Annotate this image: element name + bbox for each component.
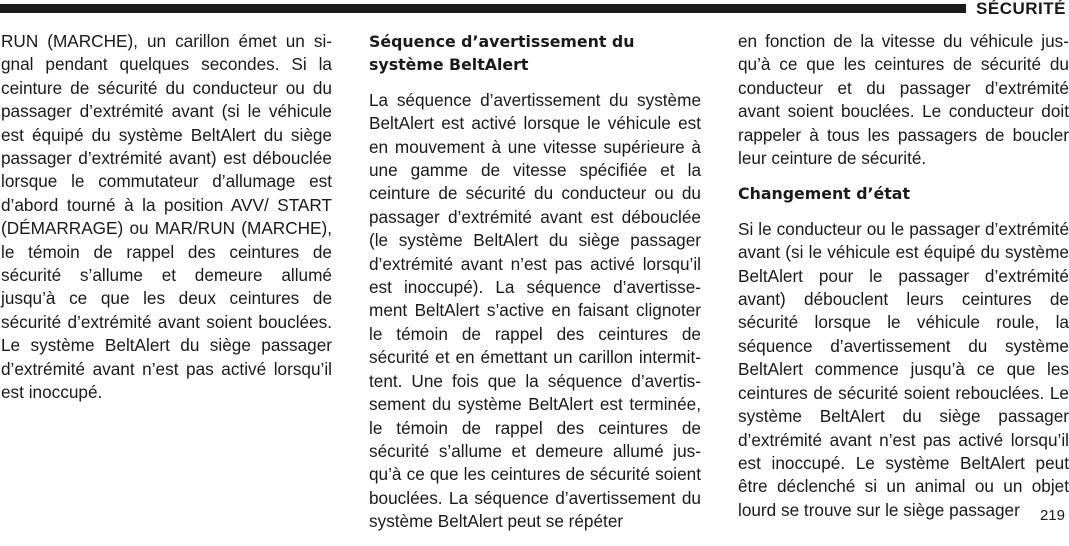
header-rule [0, 4, 966, 13]
paragraph: RUN (MARCHE), un carillon émet un signal pendant quelques secondes. Si la ceinture de sécurité du conducteur ou du passager d’extrémité avant (si le véhicule est équipé du système BeltAlert du siège passager d’extrémité avant) est débouclée lorsque le commutateur d’allumage est d’abord tourné à la position AVV/ START (DÉMARRAGE) ou MAR/RUN (MARCHE), le témoin de rappel des ceintures de sécurité s’allume et demeure allumé jusqu’à ce que les deux ceintures de sécurité d’extrémité avant soient bouclées. Le système BeltAlert du siège passager d’extrémité avant n’est pas activé lorsqu’il est inoccupé. [1, 31, 332, 403]
section-heading: Séquence d’avertissement du système BeltAlert [369, 32, 635, 75]
section-title: SÉCURITÉ [976, 0, 1066, 18]
text-column-1 [1, 30, 332, 417]
text-column-3 [738, 30, 1069, 534]
paragraph: en fonction de la vitesse du véhicule jusqu’à ce que les ceintures de sécurité du conducteur et du passager d’extrémité avant soient bouclées. Le conducteur doit rappeler à tous les passagers de boucler leur ceinture de sécurité. [738, 31, 1069, 169]
paragraph: Si le conducteur ou le passager d’extrémité avant (si le véhicule est équipé du système BeltAlert pour le passager d’extrémité avant) débouclent leurs ceintures de sécurité lorsque le véhicule roule, la séquence d’avertissement du système BeltAlert commence jusqu’à ce que les ceintures de sécurité soient rebouclées. Le système BeltAlert du siège passager d’extrémité avant n’est pas activé lorsqu’il est inoccupé. Le système BeltAlert peut être déclenché si un animal ou un objet lourd se trouve sur le siège passager [738, 218, 1069, 520]
paragraph: La séquence d’avertissement du système BeltAlert est activé lorsque le véhicule est en mouvement à une vitesse supérieure à une gamme de vitesse spécifiée et la ceinture de sécurité du conducteur ou du passager d’extrémité avant est débouclée (le système BeltAlert du siège passager d’extrémité avant n’est pas activé lorsqu’il est inoccupé). La séquence d’avertissement BeltAlert s’active en faisant clignoter le témoin de rappel des ceintures de sécurité et en émettant un carillon intermittent. Une fois que la séquence d’avertissement du système BeltAlert est terminée, le témoin de rappel des ceintures de sécurité s’allume et demeure allumé jusqu’à ce que les ceintures de sécurité soient bouclées. La séquence d’avertissement du système BeltAlert peut se répéter [369, 89, 701, 532]
section-heading: Changement d’état [738, 184, 911, 204]
page-number: 219 [1039, 507, 1065, 524]
text-column-2 [369, 30, 701, 546]
